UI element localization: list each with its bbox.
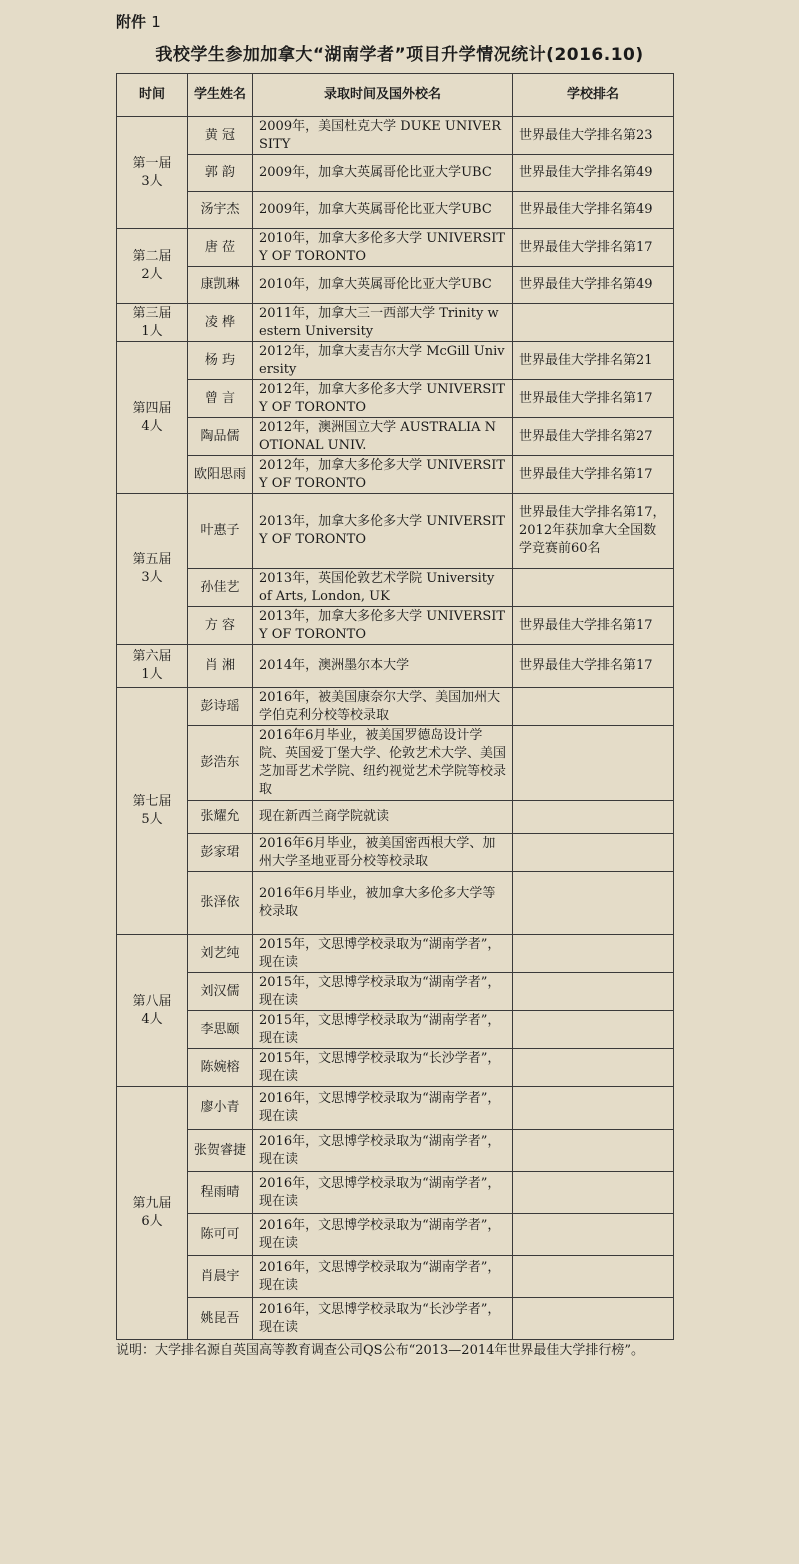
student-name-cell: 欧阳思雨 bbox=[188, 456, 253, 494]
student-name-cell: 凌 桦 bbox=[188, 304, 253, 342]
school-rank-cell: 世界最佳大学排名第49 bbox=[513, 267, 674, 304]
header-name: 学生姓名 bbox=[188, 74, 253, 117]
admission-school-cell: 2010年，加拿大多伦多大学 UNIVERSITY OF TORONTO bbox=[253, 229, 513, 267]
school-rank-cell bbox=[513, 304, 674, 342]
table-row bbox=[117, 801, 674, 834]
student-name-cell: 肖 湘 bbox=[188, 645, 253, 688]
student-name-cell: 唐 莅 bbox=[188, 229, 253, 267]
admission-school-cell: 2016年，文思博学校录取为“湖南学者”，现在读 bbox=[253, 1130, 513, 1172]
student-name-cell: 张泽依 bbox=[188, 872, 253, 935]
student-name-cell: 黄 冠 bbox=[188, 117, 253, 155]
student-name-cell: 叶惠子 bbox=[188, 494, 253, 569]
admission-school-cell: 2013年，英国伦敦艺术学院 University of Arts, London, UK bbox=[253, 569, 513, 607]
school-rank-cell: 世界最佳大学排名第17 bbox=[513, 456, 674, 494]
cohort-count: 1人 bbox=[141, 323, 163, 339]
admission-school-cell: 2016年，文思博学校录取为“湖南学者”，现在读 bbox=[253, 1172, 513, 1214]
admission-school-cell: 2015年，文思博学校录取为“湖南学者”，现在读 bbox=[253, 1011, 513, 1049]
table-row bbox=[117, 569, 674, 607]
admission-school-cell: 2009年，加拿大英属哥伦比亚大学UBC bbox=[253, 192, 513, 229]
student-name-cell: 孙佳艺 bbox=[188, 569, 253, 607]
cohort-label: 第六届 bbox=[132, 649, 172, 664]
cohort-label: 第八届 bbox=[132, 993, 172, 1009]
school-rank-cell bbox=[513, 1298, 674, 1340]
table-row bbox=[117, 229, 674, 267]
school-rank-cell: 世界最佳大学排名第17 bbox=[513, 229, 674, 267]
cohort-label: 第五届 bbox=[132, 552, 172, 567]
table-row bbox=[117, 935, 674, 973]
admission-school-cell: 2016年，文思博学校录取为“长沙学者”，现在读 bbox=[253, 1298, 513, 1340]
admission-school-cell: 2013年，加拿大多伦多大学 UNIVERSITY OF TORONTO bbox=[253, 494, 513, 569]
school-rank-cell: 世界最佳大学排名第17 bbox=[513, 645, 674, 688]
school-rank-cell bbox=[513, 569, 674, 607]
attachment-label bbox=[116, 11, 161, 32]
school-rank-cell bbox=[513, 1087, 674, 1130]
school-rank-cell: 世界最佳大学排名第17 bbox=[513, 380, 674, 418]
admission-school-cell: 2015年，文思博学校录取为“湖南学者”，现在读 bbox=[253, 973, 513, 1011]
student-name-cell: 杨 玙 bbox=[188, 342, 253, 380]
student-name-cell: 姚昆吾 bbox=[188, 1298, 253, 1340]
cohort-label: 第四届 bbox=[132, 400, 172, 416]
header-school: 录取时间及国外校名 bbox=[253, 74, 513, 117]
admission-school-cell: 2016年，被美国康奈尔大学、美国加州大学伯克利分校等校录取 bbox=[253, 688, 513, 726]
table-row bbox=[117, 688, 674, 726]
table-row bbox=[117, 418, 674, 456]
student-name-cell: 刘汉儒 bbox=[188, 973, 253, 1011]
school-rank-cell bbox=[513, 834, 674, 872]
table-row bbox=[117, 192, 674, 229]
admission-school-cell: 2011年，加拿大三一西部大学 Trinity western University bbox=[253, 304, 513, 342]
cohort-cell bbox=[117, 342, 188, 494]
cohort-cell bbox=[117, 688, 188, 935]
table-row bbox=[117, 117, 674, 155]
table-row bbox=[117, 973, 674, 1011]
student-name-cell: 陈可可 bbox=[188, 1214, 253, 1256]
table-body bbox=[117, 117, 674, 1340]
school-rank-cell bbox=[513, 872, 674, 935]
admission-table bbox=[116, 73, 674, 1340]
school-rank-cell bbox=[513, 1214, 674, 1256]
cohort-label: 第七届 bbox=[132, 794, 172, 809]
cohort-count: 4人 bbox=[141, 418, 163, 434]
cohort-count: 3人 bbox=[141, 173, 163, 189]
school-rank-cell: 世界最佳大学排名第21 bbox=[513, 342, 674, 380]
school-rank-cell: 世界最佳大学排名第17 bbox=[513, 607, 674, 645]
school-rank-cell bbox=[513, 1256, 674, 1298]
header-time: 时间 bbox=[117, 74, 188, 117]
admission-school-cell: 2014年，澳洲墨尔本大学 bbox=[253, 645, 513, 688]
table-row bbox=[117, 342, 674, 380]
school-rank-cell bbox=[513, 1172, 674, 1214]
attachment-number: 1 bbox=[151, 13, 161, 31]
table-header-row bbox=[117, 74, 674, 117]
cohort-count: 6人 bbox=[141, 1214, 163, 1229]
cohort-cell bbox=[117, 117, 188, 229]
admission-school-cell: 2012年，澳洲国立大学 AUSTRALIA NOTIONAL UNIV. bbox=[253, 418, 513, 456]
table-row bbox=[117, 726, 674, 801]
school-rank-cell bbox=[513, 935, 674, 973]
student-name-cell: 郭 韵 bbox=[188, 155, 253, 192]
table-row bbox=[117, 1087, 674, 1130]
admission-school-cell: 2009年，美国杜克大学 DUKE UNIVERSITY bbox=[253, 117, 513, 155]
cohort-label: 第三届 bbox=[132, 305, 172, 321]
school-rank-cell bbox=[513, 973, 674, 1011]
admission-school-cell: 2013年，加拿大多伦多大学 UNIVERSITY OF TORONTO bbox=[253, 607, 513, 645]
document-title: 我校学生参加加拿大“湖南学者”项目升学情况统计(2016.10) bbox=[155, 45, 644, 65]
table-row bbox=[117, 872, 674, 935]
student-name-cell: 刘艺纯 bbox=[188, 935, 253, 973]
table-row bbox=[117, 834, 674, 872]
admission-school-cell: 2015年，文思博学校录取为“长沙学者”，现在读 bbox=[253, 1049, 513, 1087]
cohort-cell bbox=[117, 494, 188, 645]
admission-school-cell: 2016年，文思博学校录取为“湖南学者”，现在读 bbox=[253, 1214, 513, 1256]
table-row bbox=[117, 380, 674, 418]
school-rank-cell bbox=[513, 1130, 674, 1172]
cohort-count: 4人 bbox=[141, 1011, 163, 1027]
school-rank-cell: 世界最佳大学排名第17，2012年获加拿大全国数学竞赛前60名 bbox=[513, 494, 674, 569]
student-name-cell: 方 容 bbox=[188, 607, 253, 645]
admission-school-cell: 现在新西兰商学院就读 bbox=[253, 801, 513, 834]
student-name-cell: 张耀允 bbox=[188, 801, 253, 834]
cohort-count: 2人 bbox=[141, 267, 163, 282]
student-name-cell: 陶品儒 bbox=[188, 418, 253, 456]
school-rank-cell bbox=[513, 1011, 674, 1049]
school-rank-cell bbox=[513, 801, 674, 834]
school-rank-cell: 世界最佳大学排名第27 bbox=[513, 418, 674, 456]
table-row bbox=[117, 304, 674, 342]
school-rank-cell: 世界最佳大学排名第23 bbox=[513, 117, 674, 155]
admission-school-cell: 2016年，文思博学校录取为“湖南学者”，现在读 bbox=[253, 1256, 513, 1298]
school-rank-cell: 世界最佳大学排名第49 bbox=[513, 192, 674, 229]
student-name-cell: 汤宇杰 bbox=[188, 192, 253, 229]
admission-school-cell: 2015年，文思博学校录取为“湖南学者”，现在读 bbox=[253, 935, 513, 973]
cohort-label: 第二届 bbox=[132, 249, 172, 264]
footnote: 说明：大学排名源自英国高等教育调查公司QS公布“2013—2014年世界最佳大学排行榜”。 bbox=[116, 1343, 645, 1358]
table-row bbox=[117, 1011, 674, 1049]
cohort-count: 5人 bbox=[141, 812, 163, 827]
student-name-cell: 彭浩东 bbox=[188, 726, 253, 801]
school-rank-cell: 世界最佳大学排名第49 bbox=[513, 155, 674, 192]
table-row bbox=[117, 1049, 674, 1087]
school-rank-cell bbox=[513, 1049, 674, 1087]
table-row bbox=[117, 456, 674, 494]
admission-school-cell: 2016年6月毕业，被美国密西根大学、加州大学圣地亚哥分校等校录取 bbox=[253, 834, 513, 872]
table-row bbox=[117, 645, 674, 688]
admission-school-cell: 2009年，加拿大英属哥伦比亚大学UBC bbox=[253, 155, 513, 192]
student-name-cell: 肖晨宇 bbox=[188, 1256, 253, 1298]
cohort-cell bbox=[117, 935, 188, 1087]
student-name-cell: 彭家珺 bbox=[188, 834, 253, 872]
attachment-text: 附件 bbox=[116, 13, 147, 31]
admission-school-cell: 2016年6月毕业，被美国罗德岛设计学院、英国爱丁堡大学、伦敦艺术大学、美国芝加哥艺术学院、纽约视觉艺术学院等校录取 bbox=[253, 726, 513, 801]
cohort-count: 1人 bbox=[141, 667, 163, 682]
table-row bbox=[117, 1298, 674, 1340]
header-rank: 学校排名 bbox=[513, 74, 674, 117]
table-row bbox=[117, 1214, 674, 1256]
cohort-label: 第一届 bbox=[132, 155, 172, 171]
student-name-cell: 廖小青 bbox=[188, 1087, 253, 1130]
table-row bbox=[117, 1130, 674, 1172]
student-name-cell: 张贺睿捷 bbox=[188, 1130, 253, 1172]
student-name-cell: 康凯琳 bbox=[188, 267, 253, 304]
admission-school-cell: 2016年，文思博学校录取为“湖南学者”，现在读 bbox=[253, 1087, 513, 1130]
student-name-cell: 彭诗瑶 bbox=[188, 688, 253, 726]
table-row bbox=[117, 494, 674, 569]
student-name-cell: 曾 言 bbox=[188, 380, 253, 418]
student-name-cell: 陈婉榕 bbox=[188, 1049, 253, 1087]
cohort-cell bbox=[117, 229, 188, 304]
school-rank-cell bbox=[513, 688, 674, 726]
admission-school-cell: 2012年，加拿大多伦多大学 UNIVERSITY OF TORONTO bbox=[253, 456, 513, 494]
table-row bbox=[117, 155, 674, 192]
cohort-label: 第九届 bbox=[132, 1196, 172, 1211]
cohort-count: 3人 bbox=[141, 570, 163, 585]
admission-school-cell: 2010年，加拿大英属哥伦比亚大学UBC bbox=[253, 267, 513, 304]
table-row bbox=[117, 1172, 674, 1214]
student-name-cell: 程雨晴 bbox=[188, 1172, 253, 1214]
admission-school-cell: 2016年6月毕业，被加拿大多伦多大学等校录取 bbox=[253, 872, 513, 935]
table-row bbox=[117, 267, 674, 304]
admission-school-cell: 2012年，加拿大多伦多大学 UNIVERSITY OF TORONTO bbox=[253, 380, 513, 418]
admission-school-cell: 2012年，加拿大麦吉尔大学 McGill University bbox=[253, 342, 513, 380]
table-row bbox=[117, 1256, 674, 1298]
school-rank-cell bbox=[513, 726, 674, 801]
cohort-cell bbox=[117, 1087, 188, 1340]
student-name-cell: 李思颐 bbox=[188, 1011, 253, 1049]
cohort-cell bbox=[117, 645, 188, 688]
table-row bbox=[117, 607, 674, 645]
cohort-cell bbox=[117, 304, 188, 342]
